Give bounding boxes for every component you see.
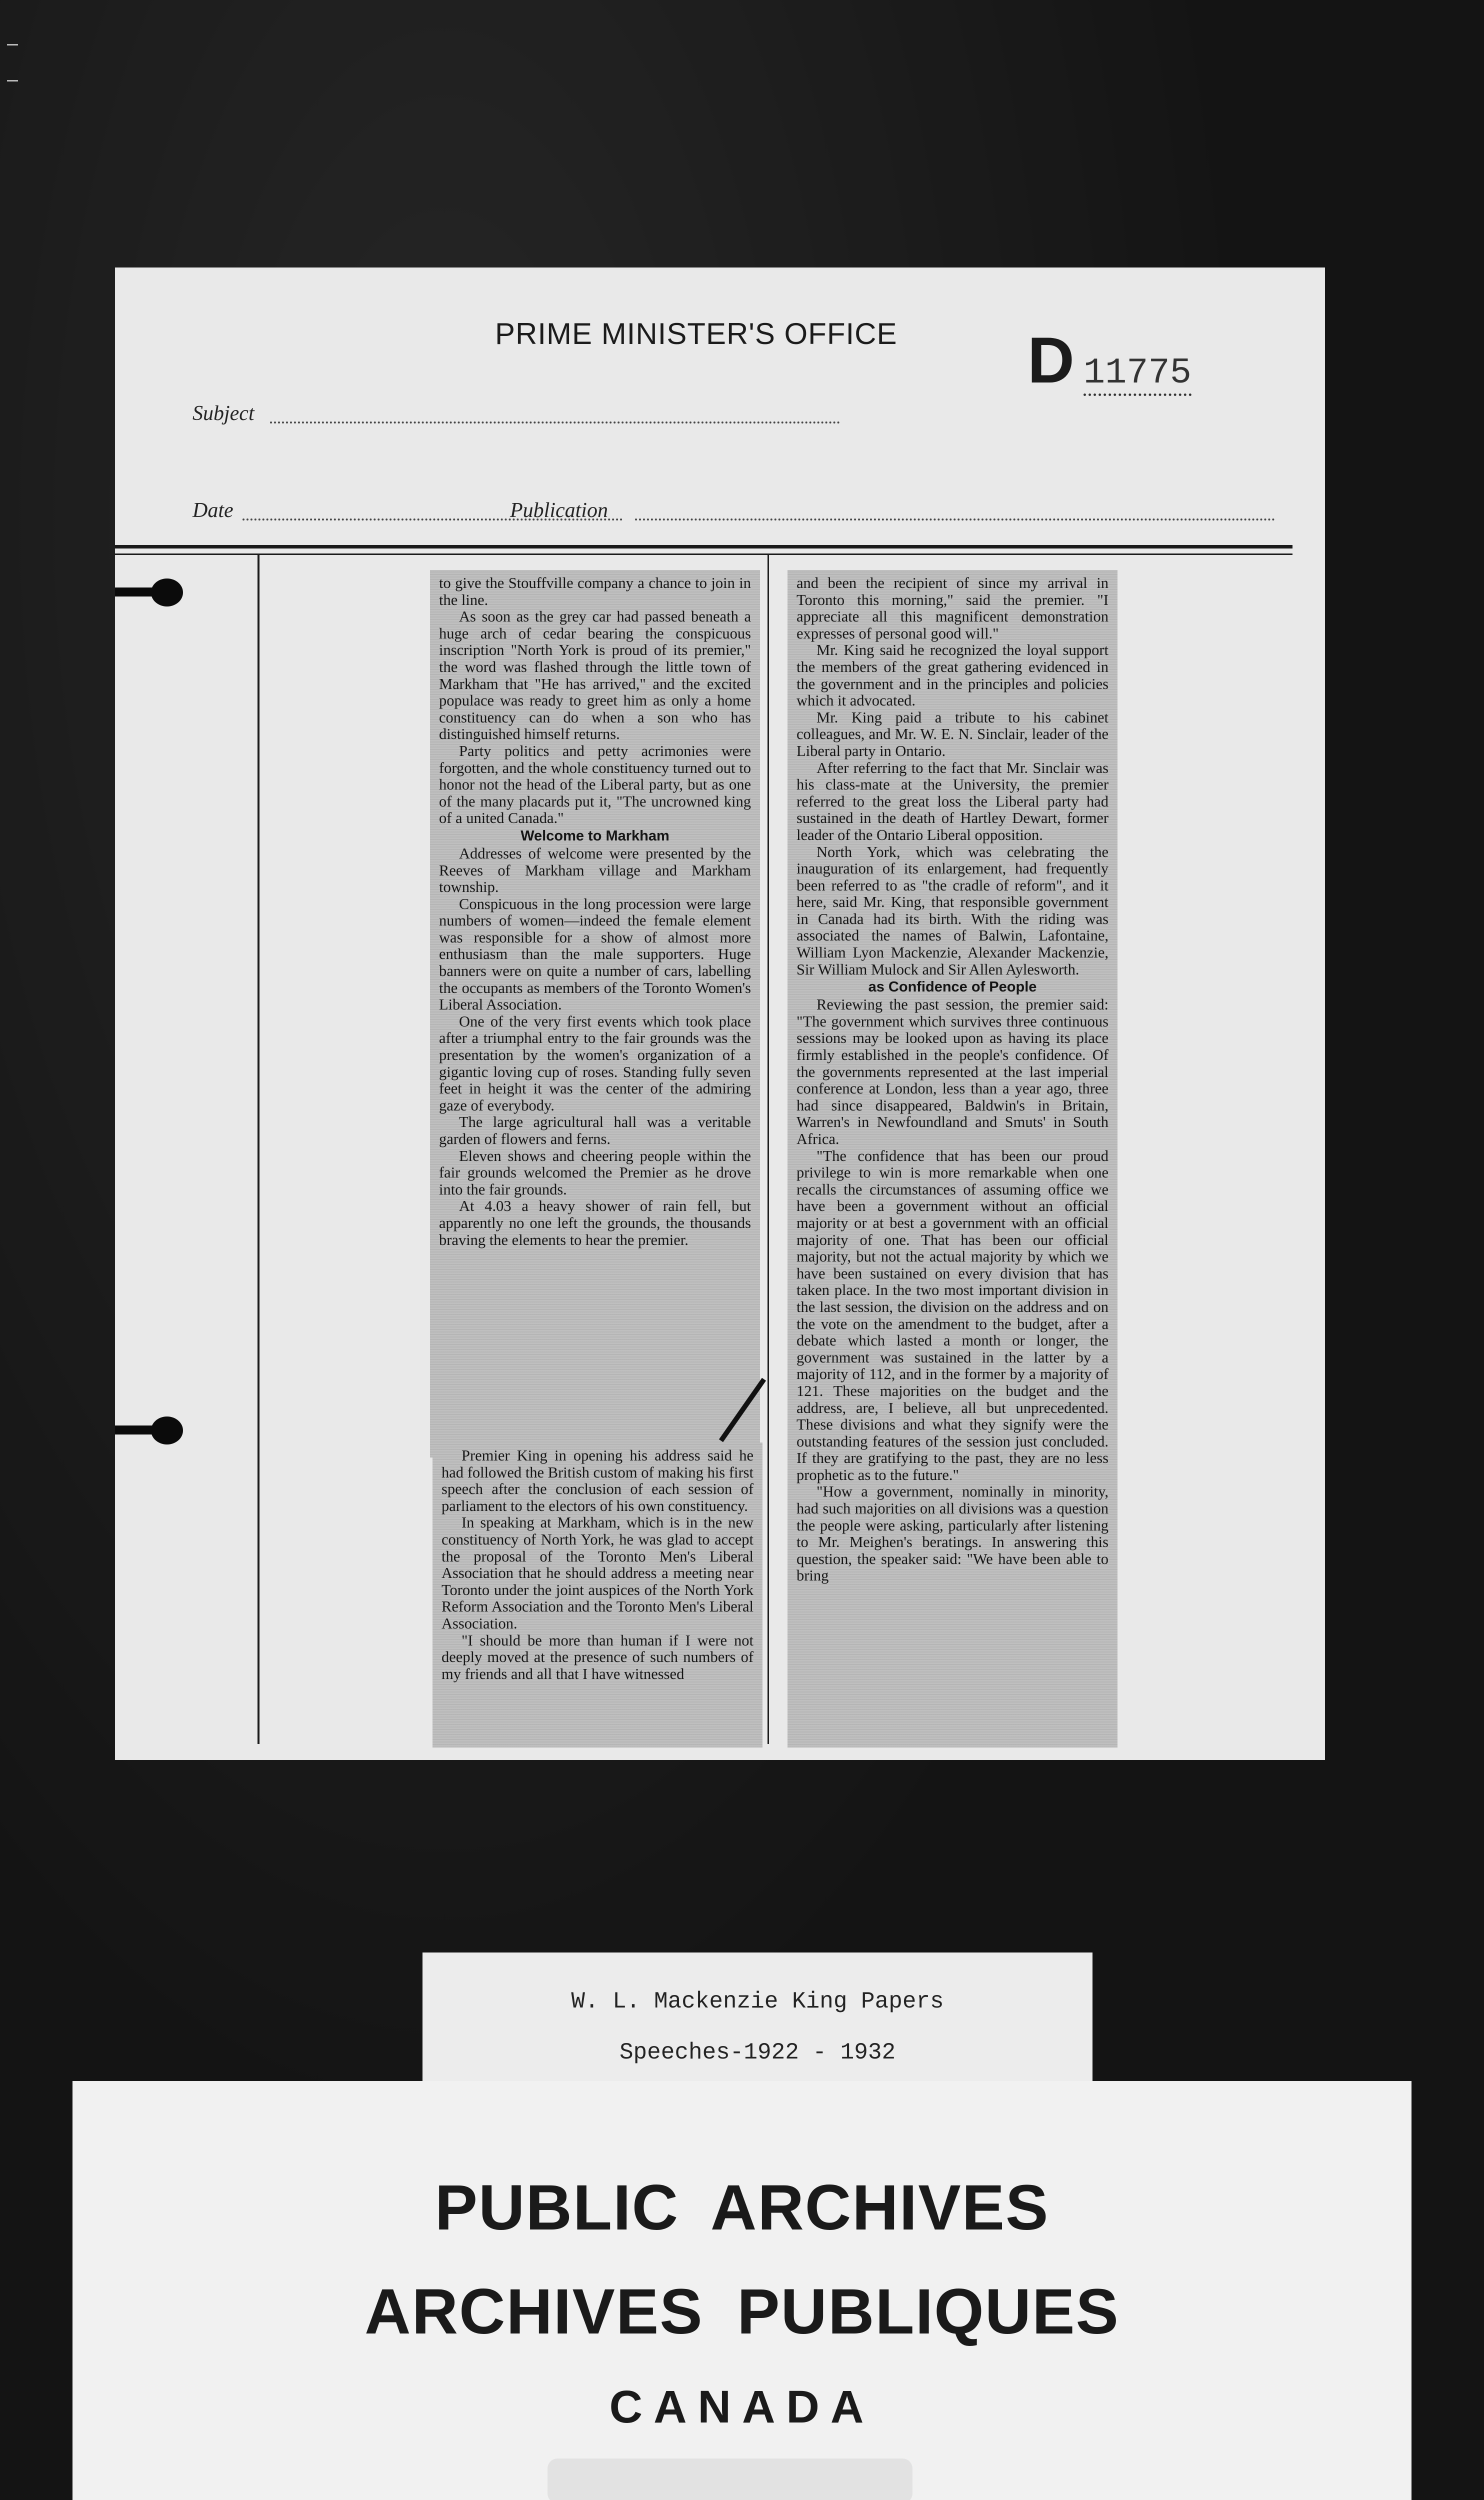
paragraph: The large agricultural hall was a veritable garden of flowers and ferns. [439, 1114, 751, 1148]
stamp-line-country: CANADA [609, 2382, 875, 2432]
document-number-value: 11775 [1084, 352, 1192, 396]
paragraph: "I should be more than human if I were not deeply moved at the presence of such numbers of my friends and all that I have witnessed [442, 1632, 754, 1682]
publication-line [635, 518, 1275, 520]
form-title: PRIME MINISTER'S OFFICE [495, 317, 898, 350]
paragraph: Premier King in opening his address said he had followed the British custom of making his first speech after the conclusion of each session of parliament to the electors of his own constituency. [442, 1447, 754, 1514]
paragraph: "The confidence that has been our proud privilege to win is more remarkable when one recalls the circumstances of assuming office we have been a government without an official majority or at best a government with an official majority of one. That has been our official majority, but not the actual majority by which we have been sustained on every division that has taken place. In the two most important division in the last session, the division on the address and on the vote on the amendment to the budget, after a debate which lasted a month or longer, the government was sustained in the latter by a majority of 112, and in the former by a majority of 121. These majorities on the budget and the address, are, I believe, all but unprecedented. These divisions and what they signify were the outstanding features of the session just concluded. If they are gratifying to the past, they are no less prophetic as to the future." [796, 1147, 1108, 1484]
archives-stamp [72, 2081, 1412, 2500]
tape-smudge [548, 2458, 912, 2500]
paragraph: Eleven shows and cheering people within the fair grounds welcomed the Premier as he drove into the fair grounds. [439, 1147, 751, 1198]
document-number [1028, 322, 1192, 398]
subheading: Welcome to Markham [520, 828, 670, 844]
form-sheet [115, 268, 1325, 1760]
paragraph: At 4.03 a heavy shower of rain fell, but apparently no one left the grounds, the thousands braving the elements to hear the premier. [439, 1198, 751, 1248]
paragraph: One of the very first events which took place after a triumphal entry to the fair grounds was the presentation by the women's organization of a gigantic loving cup of roses. Standing fully seven feet in height it was the center of the admiring gaze of everybody. [439, 1012, 751, 1114]
paragraph: North York, which was celebrating the inauguration of its enlargement, had frequently been referred to as "the cradle of reform", and it here, said Mr. King, that responsible government in Canada had its birth. With the riding was associated the names of Balwin, Lafontaine, William Lyon Mackenzie, Alexander Mackenzie, Sir William Mulock and Sir Allen Aylesworth. [796, 843, 1108, 978]
header-rule-thin [115, 554, 1292, 555]
paragraph: Conspicuous in the long procession were large numbers of women—indeed the female element was responsible for a show of almost more enthusiasm than the male supporters. Huge banners were on quite a number of cars, labelling the occupants as members of the Toronto Women's Liberal Association. [439, 895, 751, 1014]
edge-mark [7, 44, 18, 46]
subject-line [270, 422, 840, 424]
paragraph: After referring to the fact that Mr. Sinclair was his class-mate at the University, the premier referred to the great loss the Liberal party had sustained in the death of Hartley Dewart, former leader of the Ontario Liberal opposition. [796, 759, 1108, 844]
clipping-column-1 [430, 570, 760, 1458]
clipping-column-1-lower [432, 1442, 762, 1748]
subject-label: Subject [192, 402, 254, 425]
paragraph: and been the recipient of since my arrival in Toronto this morning," said the premier. "I appreciate all this magnificent demonstration expresses of personal good will." [796, 574, 1108, 642]
margin-line [258, 555, 260, 1744]
stamp-line-english: PUBLIC ARCHIVES [434, 2172, 1050, 2244]
punch-hole-tab [115, 1426, 165, 1434]
paragraph: Party politics and petty acrimonies were forgotten, and the whole constituency turned out to honor not the head of the Liberal party, but as one of the many placards put it, "The uncrowned king of a united Canada." [439, 742, 751, 827]
paragraph: to give the Stouffville company a chance to join in the line. [439, 574, 751, 608]
publication-label: Publication [510, 499, 608, 522]
collection-label [422, 1952, 1092, 2085]
stamp-line-french: ARCHIVES PUBLIQUES [364, 2276, 1120, 2348]
paragraph: "How a government, nominally in minority, had such majorities on all divisions was a question the people were asking, particularly after listening to Mr. Meighen's beratings. In answering this question, the speaker said: "We have been able to bring [796, 1483, 1108, 1584]
paragraph: Reviewing the past session, the premier said: "The government which survives three continuous sessions may be looked upon as having its place firmly established in the people's confidence. Of the governments represented at the last imperial conference at London, less than a year ago, three had since disappeared, Baldwin's in Britain, Warren's in Newfoundland and Smuts' in South Africa. [796, 996, 1108, 1148]
edge-mark [7, 80, 18, 82]
paragraph: As soon as the grey car had passed beneath a huge arch of cedar bearing the conspicuous inscription "North York is proud of its premier," the word was flashed through the little town of Markham that "He has arrived," and the excited populace was ready to greet him as only a home constituency can do when a son who has distinguished himself returns. [439, 608, 751, 743]
paragraph: Addresses of welcome were presented by the Reeves of Markham village and Markham township. [439, 844, 751, 896]
paragraph: Mr. King said he recognized the loyal support the members of the great gathering evidenced in the government and in the principles and policies which it advocated. [796, 642, 1108, 710]
clipping-column-2 [788, 570, 1118, 1748]
header-rule [115, 545, 1292, 548]
date-label: Date [192, 499, 234, 522]
document-letter: D [1028, 324, 1074, 396]
punch-hole-tab [115, 588, 165, 596]
collection-series: Speeches-1922 - 1932 [619, 2040, 896, 2066]
column-divider [768, 555, 769, 1744]
paragraph: In speaking at Markham, which is in the new constituency of North York, he was glad to accept the proposal of the Toronto Men's Liberal Association that he should address a meeting near Toronto under the joint auspices of the North York Reform Association and the Toronto Men's Liberal Association. [442, 1514, 754, 1632]
collection-name: W. L. Mackenzie King Papers [571, 1988, 944, 2014]
subheading: as Confidence of People [868, 979, 1037, 996]
paragraph: Mr. King paid a tribute to his cabinet colleagues, and Mr. W. E. N. Sinclair, leader of the Liberal party in Ontario. [796, 708, 1108, 760]
